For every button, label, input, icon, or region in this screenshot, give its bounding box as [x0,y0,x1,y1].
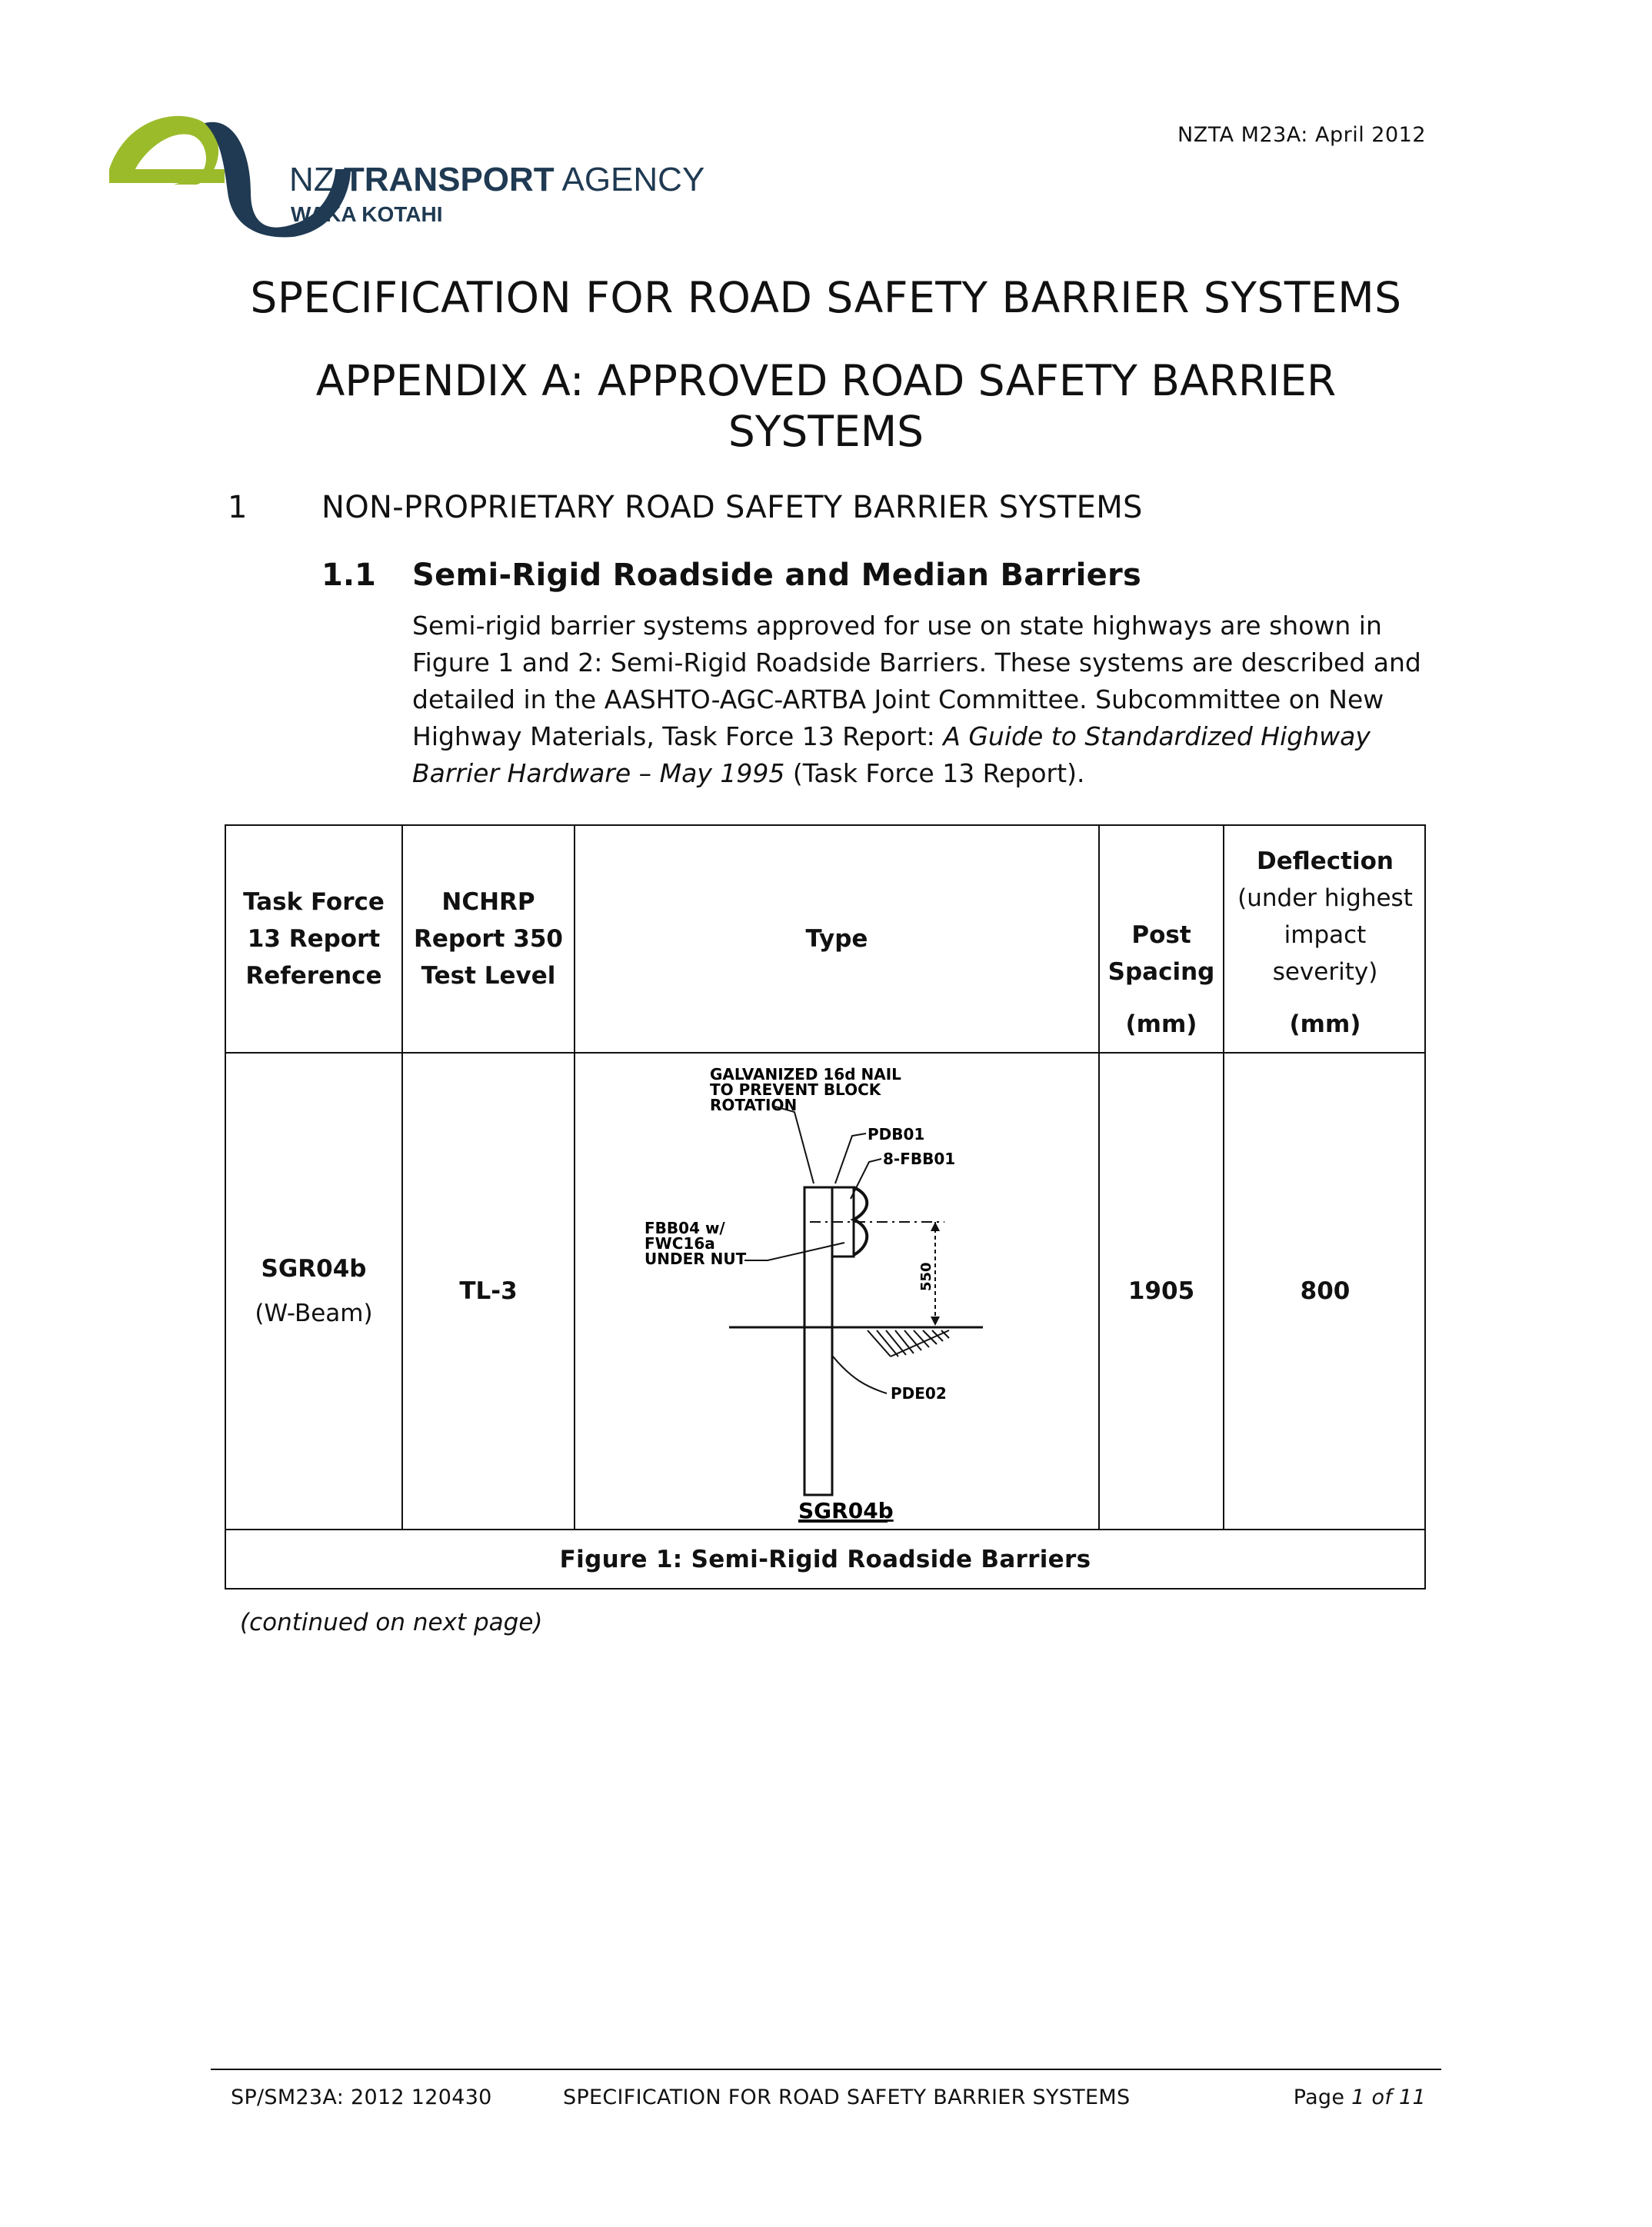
header-type: Type [805,925,868,953]
footer-page-number: Page 1 of 11 [1293,2086,1426,2109]
footer-doc-code: SP/SM23A: 2012 120430 [231,2086,492,2109]
subsection-heading: Semi-Rigid Roadside and Median Barriers [412,558,1142,593]
logo-subtitle: WAKA KOTAHI [291,202,443,226]
document-reference: NZTA M23A: April 2012 [1177,123,1426,147]
header-task-force-reference: Task Force 13 Report Reference [243,888,385,990]
section-heading: NON-PROPRIETARY ROAD SAFETY BARRIER SYSTEMS [321,490,1143,525]
dimension-label: 550 [918,1262,934,1291]
header-nchrp-test-level: NCHRP Report 350 Test Level [414,888,563,990]
svg-text:FBB04 w/: FBB04 w/ [644,1219,725,1237]
svg-text:ROTATION: ROTATION [710,1096,798,1114]
svg-text:8-FBB01: 8-FBB01 [883,1150,956,1168]
page-title: SPECIFICATION FOR ROAD SAFETY BARRIER SYSTEMS [250,273,1402,322]
footer-doc-title: SPECIFICATION FOR ROAD SAFETY BARRIER SYSTEMS [563,2086,1131,2109]
cell-post-spacing: 1905 [1127,1277,1195,1305]
appendix-title-line2: SYSTEMS [728,407,924,456]
svg-text:GALVANIZED 16d NAIL: GALVANIZED 16d NAIL [710,1065,901,1084]
svg-text:SGR04b: SGR04b [798,1498,894,1523]
figure-caption: Figure 1: Semi-Rigid Roadside Barriers [559,1545,1091,1573]
svg-text:FWC16a: FWC16a [644,1234,715,1253]
svg-text:UNDER NUT: UNDER NUT [644,1250,747,1268]
footer-rule [211,2069,1441,2070]
header-post-spacing: Post Spacing (mm) [1107,921,1215,1038]
continued-note: (continued on next page) [240,1609,543,1636]
svg-text:PDE02: PDE02 [891,1384,947,1403]
logo-mark-bar [109,169,225,183]
header-deflection: Deflection (under highest impact severity) (mm) [1237,847,1413,1038]
barrier-table [225,824,1426,1590]
nz-transport-agency-logo [105,108,705,238]
svg-text:PDB01: PDB01 [868,1125,925,1143]
appendix-title [0,355,1652,457]
body-paragraph: Semi-rigid barrier systems approved for use on state highways are shown in Figure 1 and 2: Semi-Rigid Roadside Barriers. These systems are described and detailed in the AASHTO-AGC-ARTBA Joint Committee. Subcommittee on New Highway Materials, Task Force 13 Report: A Guide to Standardized Highway Barrier Hardware – May 1995 (Task Force 13 Report). [412,611,1421,788]
svg-text:TO PREVENT BLOCK: TO PREVENT BLOCK [710,1080,881,1099]
sgr04b-barrier-drawing [637,1057,1037,1526]
subsection-number: 1.1 [321,558,376,593]
cell-reference: SGR04b (W-Beam) [255,1255,373,1327]
logo-wordmark: NZ TRANSPORT AGENCY [289,161,705,198]
section-number: 1 [228,490,248,525]
cell-type-drawing [575,1054,1098,1529]
appendix-title-line1: APPENDIX A: APPROVED ROAD SAFETY BARRIER [315,356,1337,405]
cell-test-level: TL-3 [459,1277,518,1305]
cell-deflection: 800 [1300,1277,1351,1305]
